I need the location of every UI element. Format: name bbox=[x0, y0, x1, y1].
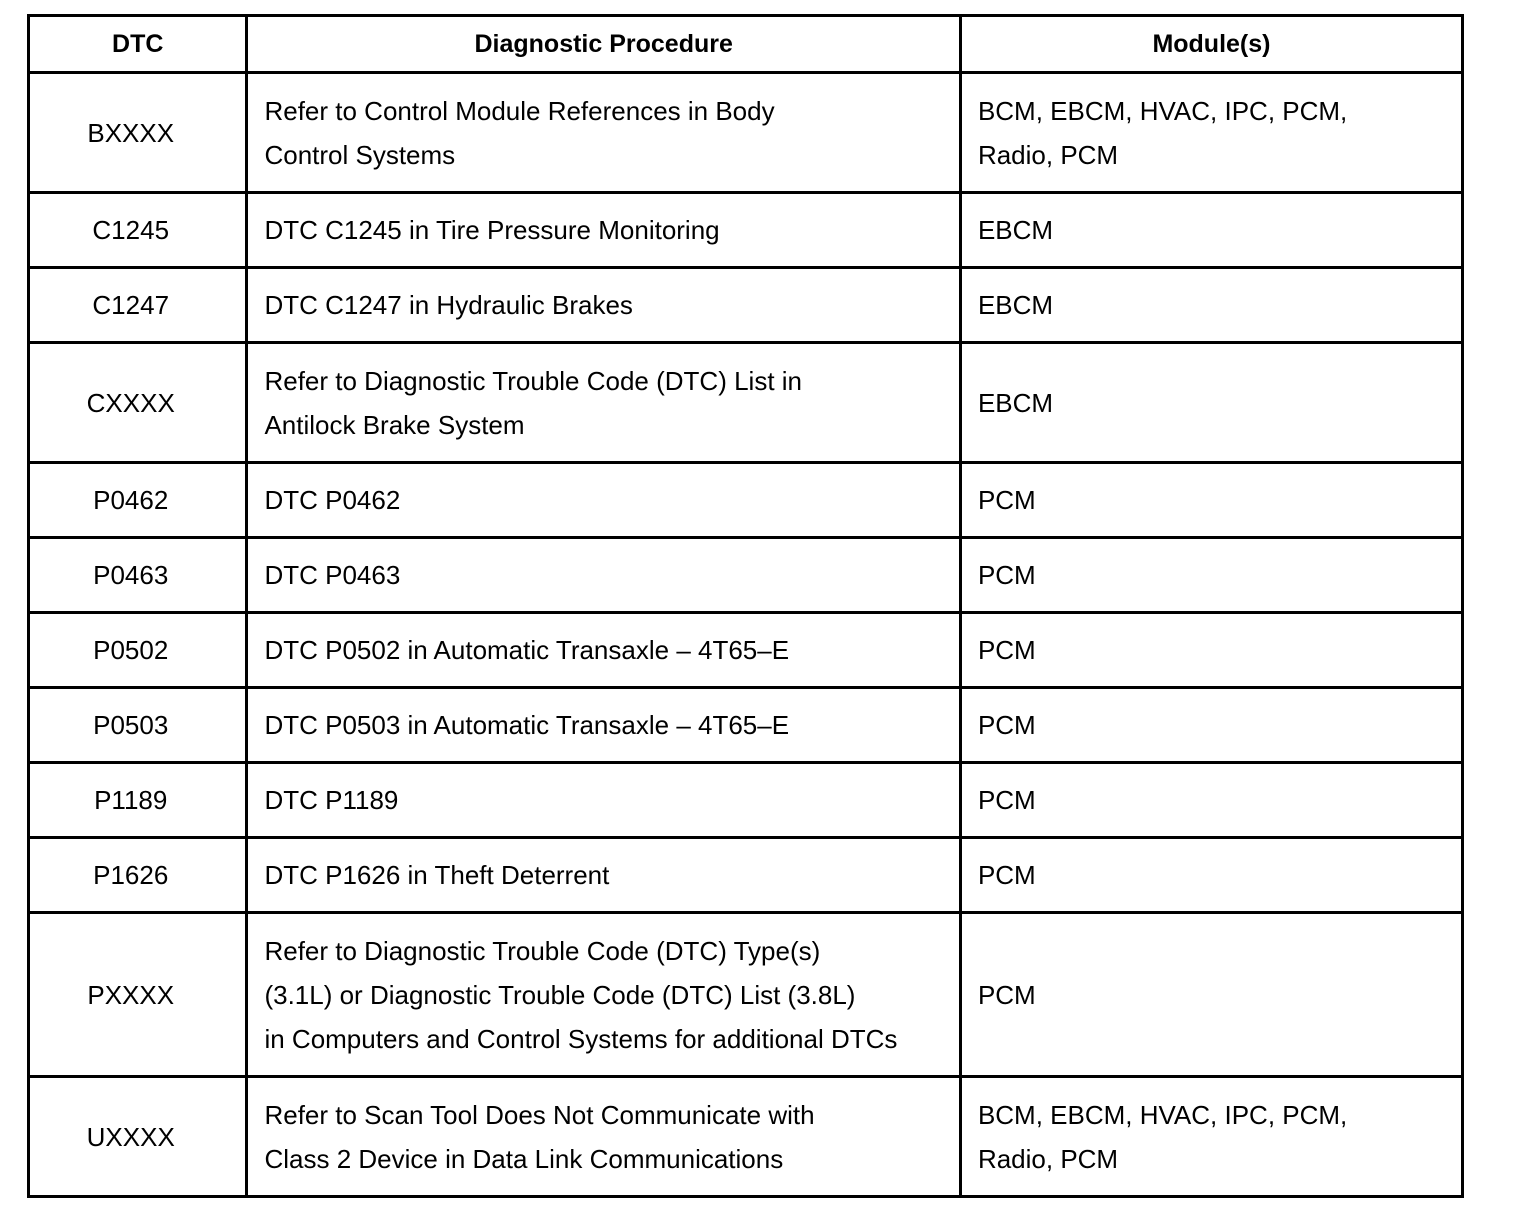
dtc-code-cell: P0502 bbox=[29, 613, 247, 688]
modules-cell bbox=[960, 463, 1462, 538]
dtc-code-cell: C1247 bbox=[29, 268, 247, 343]
table-row bbox=[29, 1077, 1463, 1197]
dtc-code-cell: P1626 bbox=[29, 838, 247, 913]
module-text-line: EBCM bbox=[977, 387, 1054, 418]
dtc-code-cell: P0462 bbox=[29, 463, 247, 538]
dtc-code-cell: P0503 bbox=[29, 688, 247, 763]
module-text-line: EBCM bbox=[977, 215, 1054, 245]
table-header-row bbox=[29, 16, 1463, 73]
modules-cell bbox=[960, 1077, 1462, 1197]
procedure-text-line: DTC P0502 in Automatic Transaxle – 4T65–E bbox=[264, 635, 790, 665]
module-text-line: PCM bbox=[977, 485, 1036, 515]
procedure-text-line: Refer to Diagnostic Trouble Code (DTC) List in bbox=[264, 365, 802, 396]
procedure-text-line: Refer to Scan Tool Does Not Communicate with bbox=[264, 1099, 815, 1130]
procedure-text-line: in Computers and Control Systems for additional DTCs bbox=[264, 1023, 898, 1054]
modules-cell bbox=[960, 343, 1462, 463]
dtc-table bbox=[27, 14, 1464, 1198]
dtc-code-cell: P0463 bbox=[29, 538, 247, 613]
dtc-code-cell: C1245 bbox=[29, 193, 247, 268]
modules-cell bbox=[960, 538, 1462, 613]
procedure-text-line: DTC C1247 in Hydraulic Brakes bbox=[264, 290, 633, 320]
dtc-code-cell: PXXXX bbox=[29, 913, 247, 1077]
procedure-text-line: DTC P0503 in Automatic Transaxle – 4T65–E bbox=[264, 710, 790, 740]
module-text-line: BCM, EBCM, HVAC, IPC, PCM, bbox=[977, 1099, 1348, 1130]
diagnostic-procedure-cell bbox=[247, 913, 960, 1077]
diagnostic-procedure-cell bbox=[247, 688, 960, 763]
module-text-line: PCM bbox=[977, 710, 1036, 740]
module-text-line: BCM, EBCM, HVAC, IPC, PCM, bbox=[977, 95, 1348, 126]
table-row bbox=[29, 538, 1463, 613]
module-text-line: PCM bbox=[977, 785, 1036, 815]
procedure-text-line: Refer to Diagnostic Trouble Code (DTC) Type(s) bbox=[264, 935, 821, 966]
header-diagnostic-procedure: Diagnostic Procedure bbox=[247, 16, 960, 73]
diagnostic-procedure-cell bbox=[247, 343, 960, 463]
table-row bbox=[29, 763, 1463, 838]
module-text-line: PCM bbox=[977, 860, 1036, 890]
table-row bbox=[29, 688, 1463, 763]
table-row bbox=[29, 838, 1463, 913]
procedure-text-line: Class 2 Device in Data Link Communications bbox=[264, 1143, 784, 1174]
diagnostic-procedure-cell bbox=[247, 73, 960, 193]
diagnostic-procedure-cell bbox=[247, 1077, 960, 1197]
dtc-code-cell: P1189 bbox=[29, 763, 247, 838]
diagnostic-procedure-cell bbox=[247, 463, 960, 538]
diagnostic-procedure-cell bbox=[247, 838, 960, 913]
dtc-code-cell: CXXXX bbox=[29, 343, 247, 463]
module-text-line: PCM bbox=[977, 979, 1036, 1010]
module-text-line: Radio, PCM bbox=[977, 1143, 1119, 1174]
procedure-text-line: Refer to Control Module References in Body bbox=[264, 95, 775, 126]
procedure-text-line: DTC C1245 in Tire Pressure Monitoring bbox=[264, 215, 720, 245]
table-body bbox=[29, 73, 1463, 1197]
table-row bbox=[29, 463, 1463, 538]
procedure-text-line: Antilock Brake System bbox=[264, 409, 525, 440]
dtc-code-cell: UXXXX bbox=[29, 1077, 247, 1197]
modules-cell bbox=[960, 688, 1462, 763]
procedure-text-line: (3.1L) or Diagnostic Trouble Code (DTC) List (3.8L) bbox=[264, 979, 856, 1010]
procedure-text-line: DTC P0463 bbox=[264, 560, 401, 590]
modules-cell bbox=[960, 268, 1462, 343]
header-dtc: DTC bbox=[29, 16, 247, 73]
table-row bbox=[29, 268, 1463, 343]
procedure-text-line: DTC P0462 bbox=[264, 485, 401, 515]
diagnostic-procedure-cell bbox=[247, 538, 960, 613]
diagnostic-procedure-cell bbox=[247, 763, 960, 838]
modules-cell bbox=[960, 913, 1462, 1077]
module-text-line: Radio, PCM bbox=[977, 139, 1119, 170]
table-row bbox=[29, 343, 1463, 463]
modules-cell bbox=[960, 838, 1462, 913]
modules-cell bbox=[960, 193, 1462, 268]
table-row bbox=[29, 913, 1463, 1077]
module-text-line: EBCM bbox=[977, 290, 1054, 320]
procedure-text-line: Control Systems bbox=[264, 139, 456, 170]
table-row bbox=[29, 73, 1463, 193]
table-row bbox=[29, 613, 1463, 688]
module-text-line: PCM bbox=[977, 635, 1036, 665]
procedure-text-line: DTC P1626 in Theft Deterrent bbox=[264, 860, 610, 890]
table-row bbox=[29, 193, 1463, 268]
diagnostic-procedure-cell bbox=[247, 268, 960, 343]
header-modules: Module(s) bbox=[960, 16, 1462, 73]
diagnostic-procedure-cell bbox=[247, 613, 960, 688]
modules-cell bbox=[960, 763, 1462, 838]
modules-cell bbox=[960, 613, 1462, 688]
dtc-code-cell: BXXXX bbox=[29, 73, 247, 193]
diagnostic-procedure-cell bbox=[247, 193, 960, 268]
procedure-text-line: DTC P1189 bbox=[264, 785, 399, 815]
module-text-line: PCM bbox=[977, 560, 1036, 590]
modules-cell bbox=[960, 73, 1462, 193]
